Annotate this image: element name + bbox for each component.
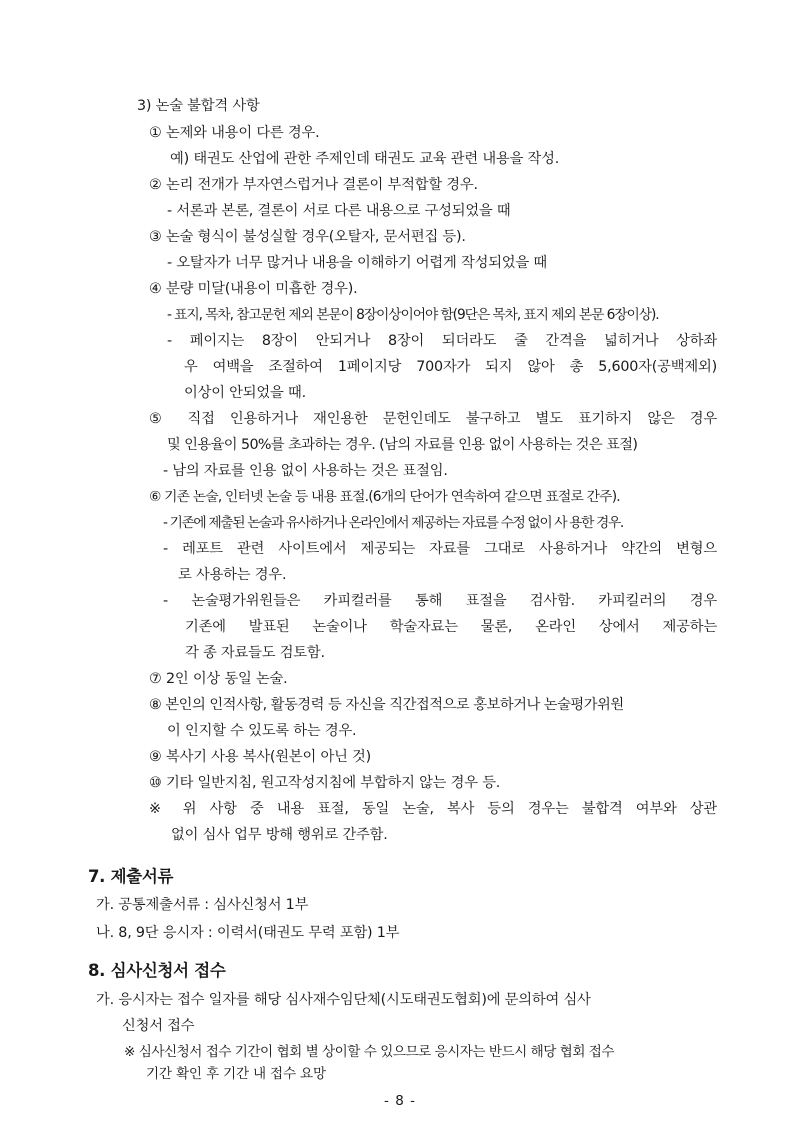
list-item: - 기존에 제출된 논술과 유사하거나 온라인에서 제공하는 자료를 수정 없이 사 용한 경우. — [163, 515, 623, 531]
list-item: ⑦ 2인 이상 동일 논술. — [149, 671, 288, 687]
list-item: 나. 8, 9단 응시자 : 이력서(태권도 무력 포함) 1부 — [96, 925, 400, 941]
note: ※ 심사신청서 접수 기간이 협회 별 상이할 수 있으므로 응시자는 반드시 해당 협회 접수 — [124, 1044, 615, 1060]
list-item: ① 논제와 내용이 다른 경우. — [149, 125, 320, 141]
section3-title: 3) 논술 불합격 사항 — [137, 98, 260, 114]
list-item: ⑩ 기타 일반지침, 원고작성지침에 부합하지 않는 경우 등. — [149, 775, 501, 791]
list-item: - 오탈자가 너무 많거나 내용을 이해하기 어렵게 작성되었을 때 — [167, 255, 547, 271]
list-item: - 레포트 관련 사이트에서 제공되는 자료를 그대로 사용하거나 약간의 변형으 — [163, 541, 717, 557]
list-item: - 페이지는 8장이 안되거나 8장이 되더라도 줄 간격을 넓히거나 상하좌 — [167, 333, 717, 349]
list-item: 예) 태권도 산업에 관한 주제인데 태권도 교육 관련 내용을 작성. — [170, 151, 560, 167]
list-item: ⑤ 직접 인용하거나 재인용한 문헌인데도 불구하고 별도 표기하지 않은 경우 — [149, 411, 717, 427]
list-item: - 서론과 본론, 결론이 서로 다른 내용으로 구성되었을 때 — [167, 203, 511, 219]
note: ※ 위 사항 중 내용 표절, 동일 논술, 복사 등의 경우는 불합격 여부와 상관 — [149, 801, 717, 817]
list-item: 신청서 접수 — [122, 1018, 195, 1034]
list-item: ⑧ 본인의 인적사항, 활동경력 등 자신을 직간접적으로 홍보하거나 논술평가위원 — [149, 697, 624, 713]
list-item: 우 여백을 조절하여 1페이지당 700자가 되지 않아 총 5,600자(공백제외) — [184, 359, 717, 375]
list-item: 이상이 안되었을 때. — [184, 385, 306, 401]
note: 없이 심사 업무 방해 행위로 간주함. — [171, 827, 388, 843]
list-item: 이 인지할 수 있도록 하는 경우. — [167, 723, 357, 739]
list-item: - 논술평가위원들은 카피컬러를 통해 표절을 검사함. 카피킬러의 경우 — [163, 593, 717, 609]
list-item: ⑥ 기존 논술, 인터넷 논술 등 내용 표절.(6개의 단어가 연속하여 같으면 표절로 간주). — [149, 489, 620, 505]
list-item: ⑨ 복사기 사용 복사(원본이 아닌 것) — [149, 749, 372, 765]
list-item: 및 인용율이 50%를 초과하는 경우. (남의 자료를 인용 없이 사용하는 것은 표절) — [167, 437, 638, 453]
list-item: 가. 응시자는 접수 일자를 해당 심사재수임단체(시도태권도협회)에 문의하여 심사 — [96, 992, 591, 1008]
list-item: 기존에 발표된 논술이나 학술자료는 물론, 온라인 상에서 제공하는 — [185, 619, 717, 635]
section8-heading: 8. 심사신청서 접수 — [88, 961, 226, 980]
list-item: ④ 분량 미달(내용이 미흡한 경우). — [149, 281, 358, 297]
page-number: - 8 - — [384, 1093, 416, 1109]
list-item: ② 논리 전개가 부자연스럽거나 결론이 부적합할 경우. — [149, 177, 478, 193]
list-item: 가. 공통제출서류 : 심사신청서 1부 — [96, 897, 309, 913]
list-item: ③ 논술 형식이 불성실할 경우(오탈자, 문서편집 등). — [149, 229, 466, 245]
section7-heading: 7. 제출서류 — [88, 867, 174, 886]
note: 기간 확인 후 기간 내 접수 요망 — [146, 1066, 326, 1082]
list-item: - 표지, 목차, 참고문헌 제외 본문이 8장이상이어야 함(9단은 목차, 표지 제외 본문 6장이상). — [167, 307, 659, 323]
list-item: 로 사용하는 경우. — [178, 567, 287, 583]
list-item: 각 종 자료들도 검토함. — [185, 645, 325, 661]
list-item: - 남의 자료를 인용 없이 사용하는 것은 표절임. — [163, 463, 448, 479]
